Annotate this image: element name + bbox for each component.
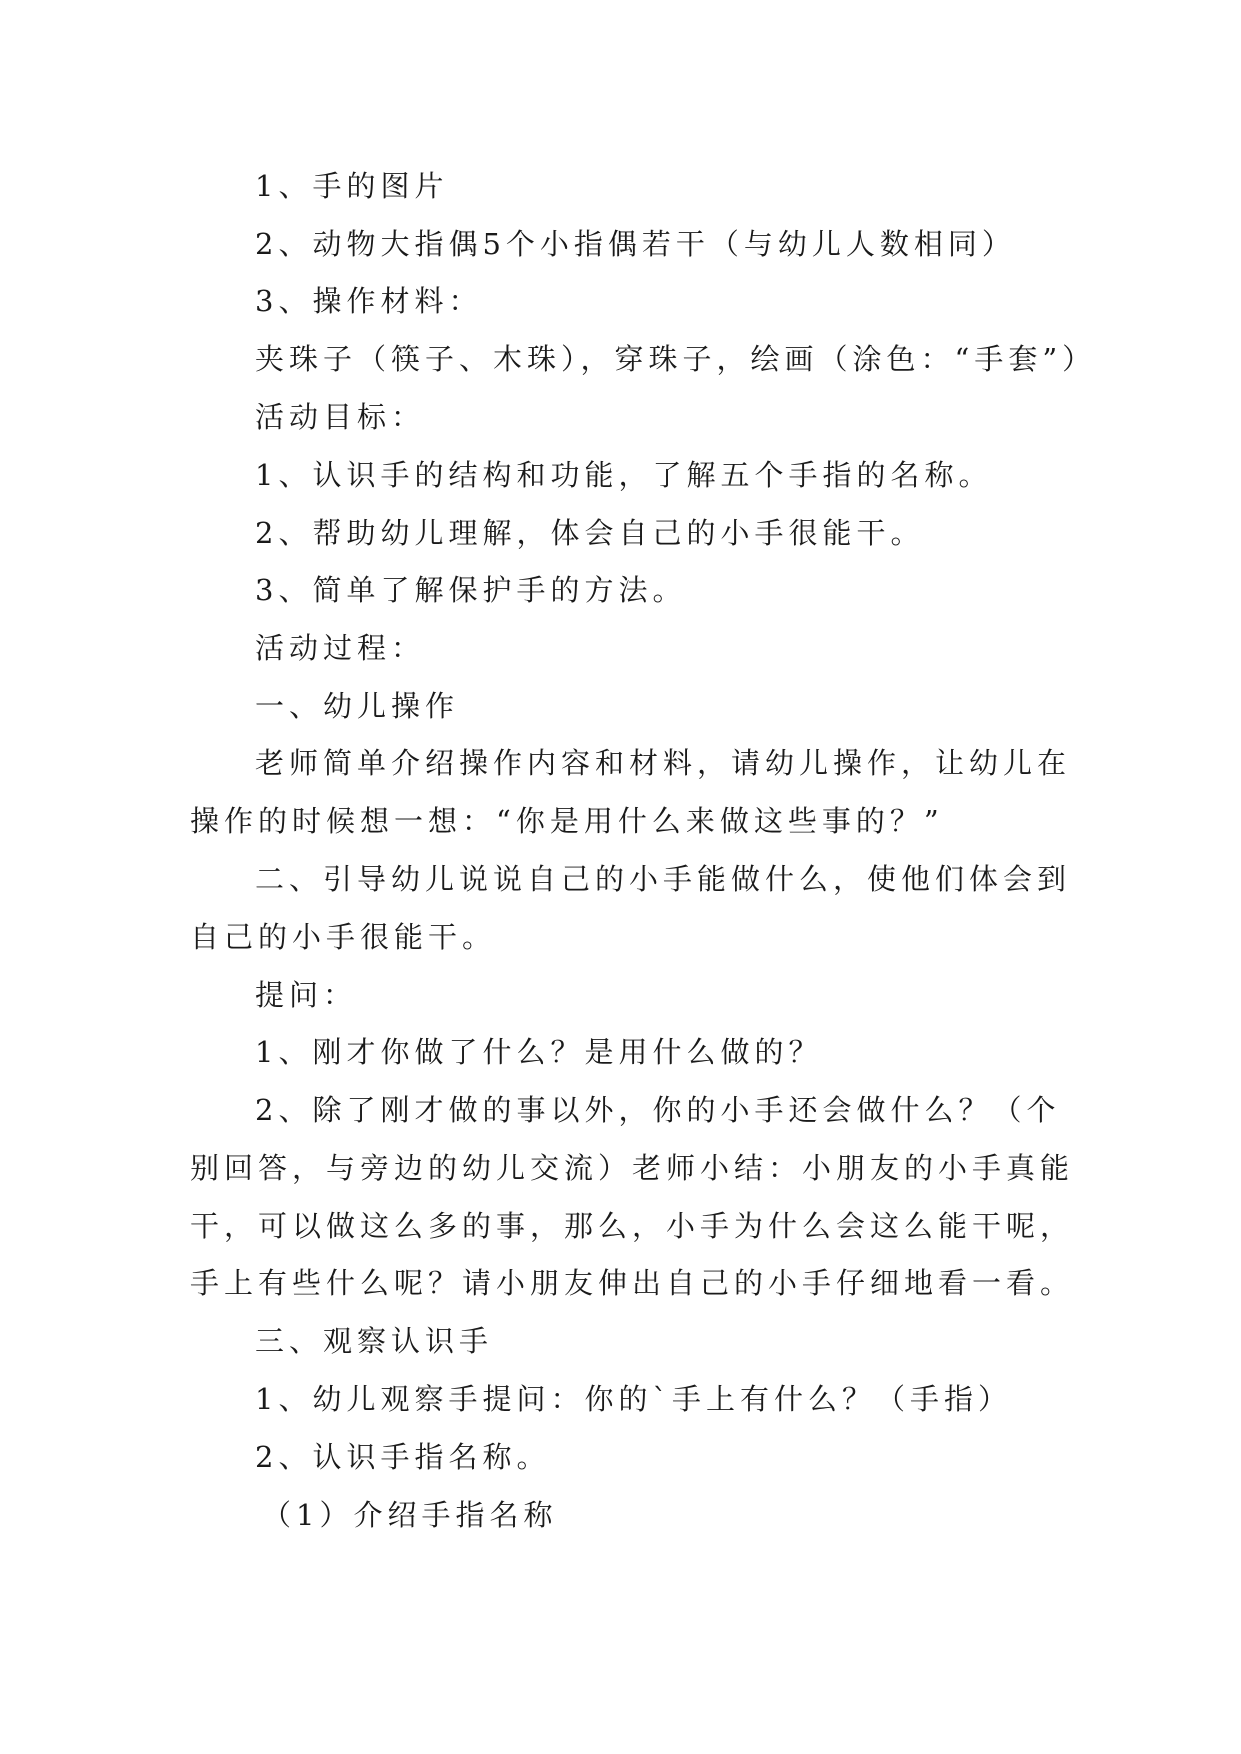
paragraph-line: 2、帮助幼儿理解，体会自己的小手很能干。 <box>255 516 925 550</box>
paragraph-line: 别回答，与旁边的幼儿交流）老师小结：小朋友的小手真能 <box>190 1151 1075 1185</box>
paragraph-line: 2、除了刚才做的事以外，你的小手还会做什么？（个 <box>255 1093 1061 1127</box>
paragraph-line: 干，可以做这么多的事，那么，小手为什么会这么能干呢， <box>190 1209 1075 1243</box>
paragraph-line: 3、操作材料： <box>255 284 483 318</box>
section-heading: 活动目标： <box>255 400 426 434</box>
paragraph-line: 1、认识手的结构和功能，了解五个手指的名称。 <box>255 458 993 492</box>
paragraph-line: 操作的时候想一想：“你是用什么来做这些事的？” <box>190 804 944 838</box>
paragraph-line: 2、动物大指偶5个小指偶若干（与幼儿人数相同） <box>255 227 1016 261</box>
section-heading: 二、引导幼儿说说自己的小手能做什么，使他们体会到 <box>255 862 1072 896</box>
paragraph-line: 1、手的图片 <box>255 169 449 203</box>
section-heading: 活动过程： <box>255 631 426 665</box>
paragraph-line: 手上有些什么呢？请小朋友伸出自己的小手仔细地看一看。 <box>190 1266 1075 1300</box>
paragraph-line: 提问： <box>255 978 358 1012</box>
paragraph-line: （1）介绍手指名称 <box>262 1498 558 1532</box>
section-heading: 三、观察认识手 <box>255 1324 494 1358</box>
paragraph-line: 夹珠子（筷子、木珠），穿珠子，绘画（涂色：“手套”） <box>255 342 1097 376</box>
section-heading: 一、幼儿操作 <box>255 689 460 723</box>
paragraph-line: 老师简单介绍操作内容和材料，请幼儿操作，让幼儿在 <box>255 746 1072 780</box>
paragraph-line: 3、简单了解保护手的方法。 <box>255 573 687 607</box>
paragraph-line: 2、认识手指名称。 <box>255 1440 551 1474</box>
paragraph-line: 自己的小手很能干。 <box>190 920 497 954</box>
paragraph-line: 1、刚才你做了什么？是用什么做的？ <box>255 1035 823 1069</box>
paragraph-line: 1、幼儿观察手提问：你的`手上有什么？（手指） <box>255 1382 1012 1416</box>
